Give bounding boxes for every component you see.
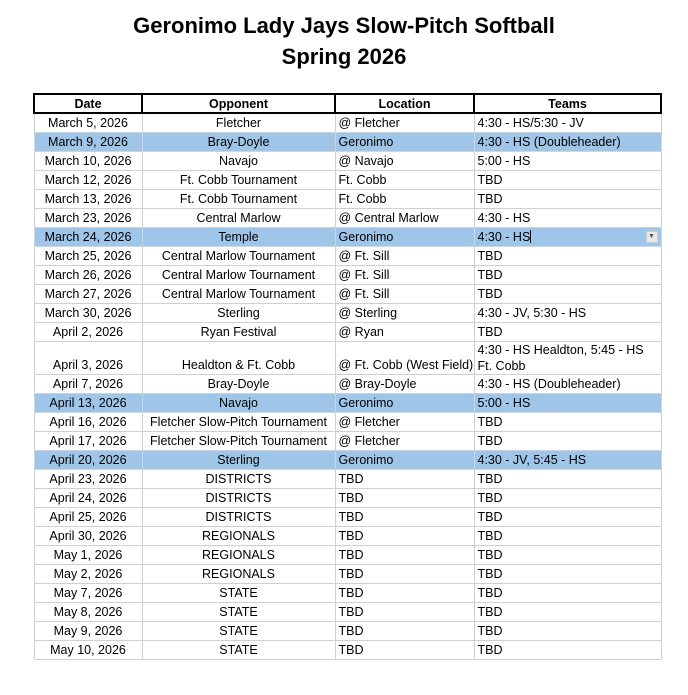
page-subtitle: Spring 2026 [281,44,407,69]
teams-cell[interactable] [474,622,661,641]
table-row [34,508,661,527]
teams-cell[interactable] [474,527,661,546]
schedule-table [33,93,662,660]
date-cell-text: March 24, 2026 [44,230,132,244]
date-cell[interactable] [34,323,142,342]
date-cell-text: April 24, 2026 [49,491,127,505]
teams-cell-text: 5:00 - HS [477,154,531,168]
date-cell-text: March 10, 2026 [44,154,132,168]
opponent-cell[interactable] [142,323,335,342]
opponent-cell-text: Ryan Festival [200,325,277,339]
teams-cell[interactable] [474,565,661,584]
location-cell[interactable] [335,266,474,285]
teams-cell-text: 4:30 - HS (Doubleheader) [477,135,621,149]
opponent-cell-text: STATE [219,586,258,600]
teams-cell-text: 4:30 - JV, 5:45 - HS [477,453,587,467]
opponent-cell[interactable] [142,171,335,190]
location-cell[interactable] [335,247,474,266]
date-cell[interactable] [34,584,142,603]
location-cell-text: @ Ryan [338,325,384,339]
date-cell[interactable] [34,451,142,470]
table-row [34,375,661,394]
location-cell-text: TBD [338,510,364,524]
opponent-cell[interactable] [142,470,335,489]
date-cell[interactable] [34,394,142,413]
location-cell[interactable] [335,133,474,152]
opponent-cell-text: STATE [219,624,258,638]
teams-cell[interactable] [474,266,661,285]
location-cell[interactable] [335,508,474,527]
opponent-cell[interactable] [142,266,335,285]
opponent-cell[interactable] [142,546,335,565]
location-cell-text: Geronimo [338,135,394,149]
location-cell-text: @ Fletcher [338,434,400,448]
location-cell-text: @ Fletcher [338,415,400,429]
date-cell[interactable] [34,432,142,451]
opponent-cell-text: Central Marlow Tournament [161,287,316,301]
teams-cell[interactable] [474,546,661,565]
table-row [34,489,661,508]
date-cell-text: March 12, 2026 [44,173,132,187]
location-cell[interactable] [335,603,474,622]
location-cell-text: @ Navajo [338,154,394,168]
teams-cell[interactable] [474,451,661,470]
teams-cell-text: TBD [477,415,503,429]
teams-cell-text: TBD [477,249,503,263]
table-row [34,209,661,228]
teams-cell-text: 4:30 - HS [477,211,531,225]
table-row [34,451,661,470]
date-cell[interactable] [34,133,142,152]
teams-cell[interactable] [474,603,661,622]
date-cell-text: April 2, 2026 [52,325,124,339]
teams-cell-text: TBD [477,325,503,339]
teams-cell[interactable] [474,394,661,413]
location-cell[interactable] [335,228,474,247]
date-cell-text: March 25, 2026 [44,249,132,263]
opponent-cell-text: Central Marlow Tournament [161,249,316,263]
teams-cell[interactable] [474,413,661,432]
location-cell-text: @ Ft. Cobb (West Field) [338,358,474,372]
location-cell[interactable] [335,209,474,228]
opponent-cell-text: REGIONALS [202,567,275,581]
opponent-cell-text: Bray-Doyle [207,377,270,391]
teams-cell-text: TBD [477,268,503,282]
date-cell-text: April 20, 2026 [49,453,127,467]
location-cell[interactable] [335,413,474,432]
location-cell-text: @ Ft. Sill [338,287,390,301]
opponent-cell[interactable] [142,641,335,660]
opponent-cell-text: Central Marlow [196,211,281,225]
teams-cell[interactable] [474,247,661,266]
date-cell-text: April 16, 2026 [49,415,127,429]
date-cell[interactable] [34,565,142,584]
opponent-cell-text: Healdton & Ft. Cobb [181,358,296,372]
location-cell[interactable] [335,527,474,546]
date-cell[interactable] [34,489,142,508]
teams-cell-text: 4:30 - HS/5:30 - JV [477,116,584,130]
location-cell-text: Ft. Cobb [338,173,387,187]
date-cell[interactable] [34,508,142,527]
opponent-cell[interactable] [142,209,335,228]
teams-cell[interactable] [474,489,661,508]
text-cursor [530,230,531,243]
location-cell[interactable] [335,323,474,342]
date-cell-text: April 23, 2026 [49,472,127,486]
date-cell-text: May 9, 2026 [53,624,123,638]
date-cell[interactable] [34,113,142,133]
location-cell-text: @ Bray-Doyle [338,377,417,391]
opponent-cell-text: DISTRICTS [205,472,272,486]
date-cell-text: May 7, 2026 [53,586,123,600]
header-location: Location [335,94,474,113]
teams-cell-text: TBD [477,624,503,638]
date-cell[interactable] [34,470,142,489]
teams-cell[interactable] [474,190,661,209]
opponent-cell[interactable] [142,565,335,584]
date-cell-text: April 25, 2026 [49,510,127,524]
table-row [34,584,661,603]
date-cell-text: May 2, 2026 [53,567,123,581]
opponent-cell-text: Sterling [217,306,260,320]
opponent-cell[interactable] [142,622,335,641]
location-cell[interactable] [335,546,474,565]
location-cell[interactable] [335,584,474,603]
date-cell-text: April 30, 2026 [49,529,127,543]
table-row [34,432,661,451]
opponent-cell[interactable] [142,584,335,603]
date-cell[interactable] [34,603,142,622]
teams-cell-text: TBD [477,605,503,619]
teams-cell-text: TBD [477,472,503,486]
header-date: Date [34,94,142,113]
date-cell[interactable] [34,152,142,171]
table-row [34,228,661,247]
table-row [34,546,661,565]
location-cell-text: TBD [338,548,364,562]
date-cell-text: April 17, 2026 [49,434,127,448]
table-row [34,171,661,190]
date-cell[interactable] [34,546,142,565]
table-row [34,190,661,209]
opponent-cell[interactable] [142,451,335,470]
location-cell-text: TBD [338,472,364,486]
location-cell[interactable] [335,171,474,190]
opponent-cell[interactable] [142,527,335,546]
table-row [34,527,661,546]
table-row [34,113,661,133]
teams-cell[interactable] [474,342,661,375]
table-row [34,323,661,342]
teams-cell[interactable] [474,470,661,489]
teams-cell-text: TBD [477,287,503,301]
opponent-cell-text: REGIONALS [202,529,275,543]
table-row [34,304,661,323]
opponent-cell-text: Ft. Cobb Tournament [179,173,298,187]
location-cell-text: @ Central Marlow [338,211,439,225]
location-cell-text: TBD [338,567,364,581]
teams-cell-text: 4:30 - JV, 5:30 - HS [477,306,587,320]
opponent-cell-text: Fletcher Slow-Pitch Tournament [150,415,327,429]
table-row [34,266,661,285]
date-cell-text: March 30, 2026 [44,306,132,320]
table-row [34,152,661,171]
opponent-cell-text: REGIONALS [202,548,275,562]
location-cell[interactable] [335,304,474,323]
location-cell-text: @ Fletcher [338,116,400,130]
teams-cell[interactable] [474,508,661,527]
opponent-cell-text: Navajo [219,154,258,168]
location-cell[interactable] [335,190,474,209]
teams-cell[interactable] [474,133,661,152]
opponent-cell[interactable] [142,413,335,432]
teams-cell[interactable] [474,323,661,342]
date-cell-text: March 27, 2026 [44,287,132,301]
date-cell[interactable] [34,209,142,228]
teams-cell[interactable] [474,584,661,603]
opponent-cell[interactable] [142,190,335,209]
table-row [34,342,661,375]
opponent-cell-text: Ft. Cobb Tournament [179,192,298,206]
date-cell-text: April 7, 2026 [52,377,124,391]
teams-cell-text: TBD [477,510,503,524]
opponent-cell-text: STATE [219,643,258,657]
teams-cell-text: TBD [477,173,503,187]
date-cell-text: March 23, 2026 [44,211,132,225]
date-cell-text: May 10, 2026 [50,643,126,657]
date-cell[interactable] [34,228,142,247]
date-cell[interactable] [34,171,142,190]
date-cell[interactable] [34,641,142,660]
location-cell[interactable] [335,489,474,508]
date-cell-text: April 3, 2026 [52,358,124,372]
opponent-cell-text: DISTRICTS [205,510,272,524]
date-cell[interactable] [34,413,142,432]
table-row [34,247,661,266]
location-cell-text: Ft. Cobb [338,192,387,206]
teams-cell[interactable] [474,304,661,323]
teams-cell-text: TBD [477,586,503,600]
table-row [34,413,661,432]
teams-cell-text: 4:30 - HS [477,230,531,244]
opponent-cell[interactable] [142,603,335,622]
location-cell[interactable] [335,113,474,133]
date-cell[interactable] [34,266,142,285]
opponent-cell-text: Sterling [217,453,260,467]
date-cell-text: March 26, 2026 [44,268,132,282]
location-cell-text: @ Ft. Sill [338,268,390,282]
location-cell-text: TBD [338,491,364,505]
date-cell[interactable] [34,285,142,304]
opponent-cell-text: DISTRICTS [205,491,272,505]
table-row [34,603,661,622]
location-cell-text: TBD [338,529,364,543]
opponent-cell[interactable] [142,342,335,375]
location-cell-text: TBD [338,605,364,619]
teams-cell-text: TBD [477,491,503,505]
date-cell[interactable] [34,190,142,209]
page-title: Geronimo Lady Jays Slow-Pitch Softball [133,13,555,38]
opponent-cell-text: STATE [219,605,258,619]
location-cell[interactable] [335,152,474,171]
teams-cell-text: TBD [477,434,503,448]
date-cell[interactable] [34,304,142,323]
location-cell[interactable] [335,622,474,641]
location-cell[interactable] [335,565,474,584]
date-cell[interactable] [34,375,142,394]
location-cell-text: TBD [338,586,364,600]
table-row [34,133,661,152]
dropdown-arrow-icon[interactable]: ▼ [646,231,658,243]
location-cell[interactable] [335,342,474,375]
opponent-cell[interactable] [142,133,335,152]
table-row [34,641,661,660]
table-row [34,285,661,304]
teams-cell[interactable] [474,209,661,228]
date-cell-text: March 5, 2026 [48,116,128,130]
location-cell[interactable] [335,470,474,489]
opponent-cell[interactable] [142,375,335,394]
opponent-cell-text: Navajo [219,396,258,410]
opponent-cell-text: Central Marlow Tournament [161,268,316,282]
location-cell-text: TBD [338,643,364,657]
teams-cell[interactable] [474,432,661,451]
location-cell-text: Geronimo [338,396,394,410]
opponent-cell[interactable] [142,247,335,266]
opponent-cell-text: Fletcher [215,116,262,130]
teams-cell[interactable] [474,152,661,171]
teams-cell-text: 5:00 - HS [477,396,531,410]
location-cell-text: Geronimo [338,230,394,244]
opponent-cell[interactable] [142,304,335,323]
teams-cell-text: TBD [477,529,503,543]
location-cell-text: @ Ft. Sill [338,249,390,263]
opponent-cell-text: Bray-Doyle [207,135,270,149]
teams-cell-text: 4:30 - HS (Doubleheader) [477,377,621,391]
teams-cell-text: TBD [477,567,503,581]
date-cell[interactable] [34,527,142,546]
location-cell[interactable] [335,432,474,451]
opponent-cell[interactable] [142,489,335,508]
date-cell[interactable] [34,247,142,266]
teams-cell-text: TBD [477,548,503,562]
teams-cell[interactable] [474,113,661,133]
table-row [34,394,661,413]
opponent-cell[interactable] [142,432,335,451]
location-cell[interactable] [335,285,474,304]
teams-cell-text: TBD [477,643,503,657]
opponent-cell-text: Fletcher Slow-Pitch Tournament [150,434,327,448]
teams-cell[interactable] [474,375,661,394]
date-cell-text: April 13, 2026 [49,396,127,410]
opponent-cell[interactable] [142,152,335,171]
location-cell-text: @ Sterling [338,306,398,320]
location-cell[interactable] [335,451,474,470]
teams-cell[interactable] [474,641,661,660]
teams-cell-text: TBD [477,192,503,206]
opponent-cell[interactable] [142,394,335,413]
date-cell[interactable] [34,622,142,641]
header-opponent: Opponent [142,94,335,113]
date-cell-text: May 1, 2026 [53,548,123,562]
opponent-cell[interactable] [142,508,335,527]
teams-cell[interactable] [474,285,661,304]
opponent-cell[interactable] [142,285,335,304]
date-cell-text: March 13, 2026 [44,192,132,206]
date-cell-text: May 8, 2026 [53,605,123,619]
location-cell-text: Geronimo [338,453,394,467]
opponent-cell-text: Temple [218,230,259,244]
table-row [34,565,661,584]
teams-cell[interactable] [474,171,661,190]
table-row [34,470,661,489]
location-cell[interactable] [335,641,474,660]
header-teams: Teams [474,94,661,113]
teams-cell-text: 4:30 - HS Healdton, 5:45 - HS Ft. Cobb [477,343,644,373]
teams-cell[interactable] [474,228,661,247]
header-row [34,94,661,113]
opponent-cell[interactable] [142,113,335,133]
date-cell-text: March 9, 2026 [48,135,128,149]
location-cell[interactable] [335,394,474,413]
location-cell[interactable] [335,375,474,394]
date-cell[interactable] [34,342,142,375]
location-cell-text: TBD [338,624,364,638]
opponent-cell[interactable] [142,228,335,247]
table-row [34,622,661,641]
